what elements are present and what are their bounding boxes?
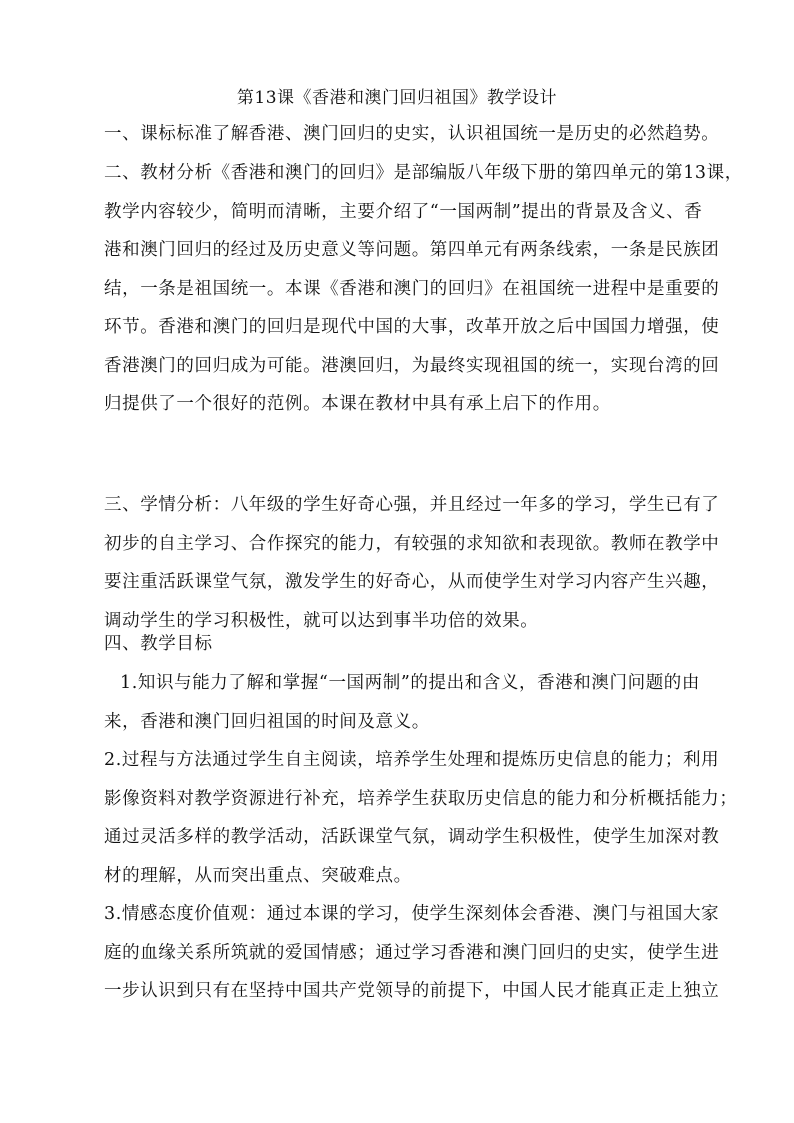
- section-teaching-objectives-heading: [104, 625, 714, 664]
- paragraph-line: 三、学情分析：八年级的学生好奇心强，并且经过一年多的学习，学生已有了: [104, 495, 720, 515]
- paragraph-line: 来，香港和澳门回归祖国的时间及意义。: [104, 711, 430, 732]
- paragraph-line: 一步认识到只有在坚持中国共产党领导的前提下，中国人民才能真正走上独立: [104, 981, 720, 1001]
- paragraph-line: 庭的血缘关系所筑就的爱国情感；通过学习香港和澳门回归的史实，使学生进: [104, 942, 720, 963]
- section-curriculum-standard: [104, 115, 720, 154]
- paragraph-line: 影像资料对教学资源进行补充，培养学生获取历史信息的能力和分析概括能力；: [104, 788, 738, 809]
- objective-emotion-values: [104, 895, 720, 1011]
- section-learner-analysis: [104, 486, 720, 640]
- paragraph-line: 1.知识与能力了解和掌握“一国两制”的提出和含义，香港和澳门问题的由: [120, 673, 700, 693]
- section-textbook-analysis: [104, 154, 743, 424]
- paragraph-line: 港和澳门回归的经过及历史意义等问题。第四单元有两条线索，一条是民族团: [104, 240, 720, 260]
- paragraph-line: 二、教材分析《香港和澳门的回归》是部编版八年级下册的第四单元的第13课，: [104, 163, 743, 183]
- paragraph-line: 归提供了一个很好的范例。本课在教材中具有承上启下的作用。: [104, 394, 611, 414]
- paragraph-line: 3.情感态度价值观：通过本课的学习，使学生深刻体会香港、澳门与祖国大家: [104, 904, 720, 924]
- section-heading: 四、教学目标: [104, 634, 213, 654]
- paragraph-line: 通过灵活多样的教学活动，活跃课堂气氛，调动学生积极性，使学生加深对教: [104, 827, 720, 847]
- paragraph-line: 环节。香港和澳门的回归是现代中国的大事，改革开放之后中国国力增强，使: [104, 317, 720, 337]
- paragraph-line: 结，一条是祖国统一。本课《香港和澳门的回归》在祖国统一进程中是重要的: [104, 278, 720, 299]
- objective-process-method: [104, 741, 738, 895]
- paragraph-line: 一、课标标准了解香港、澳门回归的史实，认识祖国统一是历史的必然趋势。: [104, 124, 720, 144]
- paragraph-line: 教学内容较少，简明而清晰，主要介绍了“一国两制”提出的背景及含义、香: [104, 201, 703, 222]
- paragraph-line: 2.过程与方法通过学生自主阅读，培养学生处理和提炼历史信息的能力；利用: [104, 750, 720, 770]
- document-title: 第13课《香港和澳门回归祖国》教学设计: [236, 88, 558, 108]
- objective-knowledge-ability: [104, 664, 714, 741]
- paragraph-line: 调动学生的学习积极性，就可以达到事半功倍的效果。: [104, 610, 539, 631]
- paragraph-line: 要注重活跃课堂气氛，激发学生的好奇心，从而使学生对学习内容产生兴趣，: [104, 572, 720, 592]
- paragraph-line: 初步的自主学习、合作探究的能力，有较强的求知欲和表现欲。教师在教学中: [104, 533, 720, 554]
- paragraph-line: 香港澳门的回归成为可能。港澳回归，为最终实现祖国的统一，实现台湾的回: [104, 355, 720, 376]
- paragraph-line: 材的理解，从而突出重点、突破难点。: [104, 865, 412, 886]
